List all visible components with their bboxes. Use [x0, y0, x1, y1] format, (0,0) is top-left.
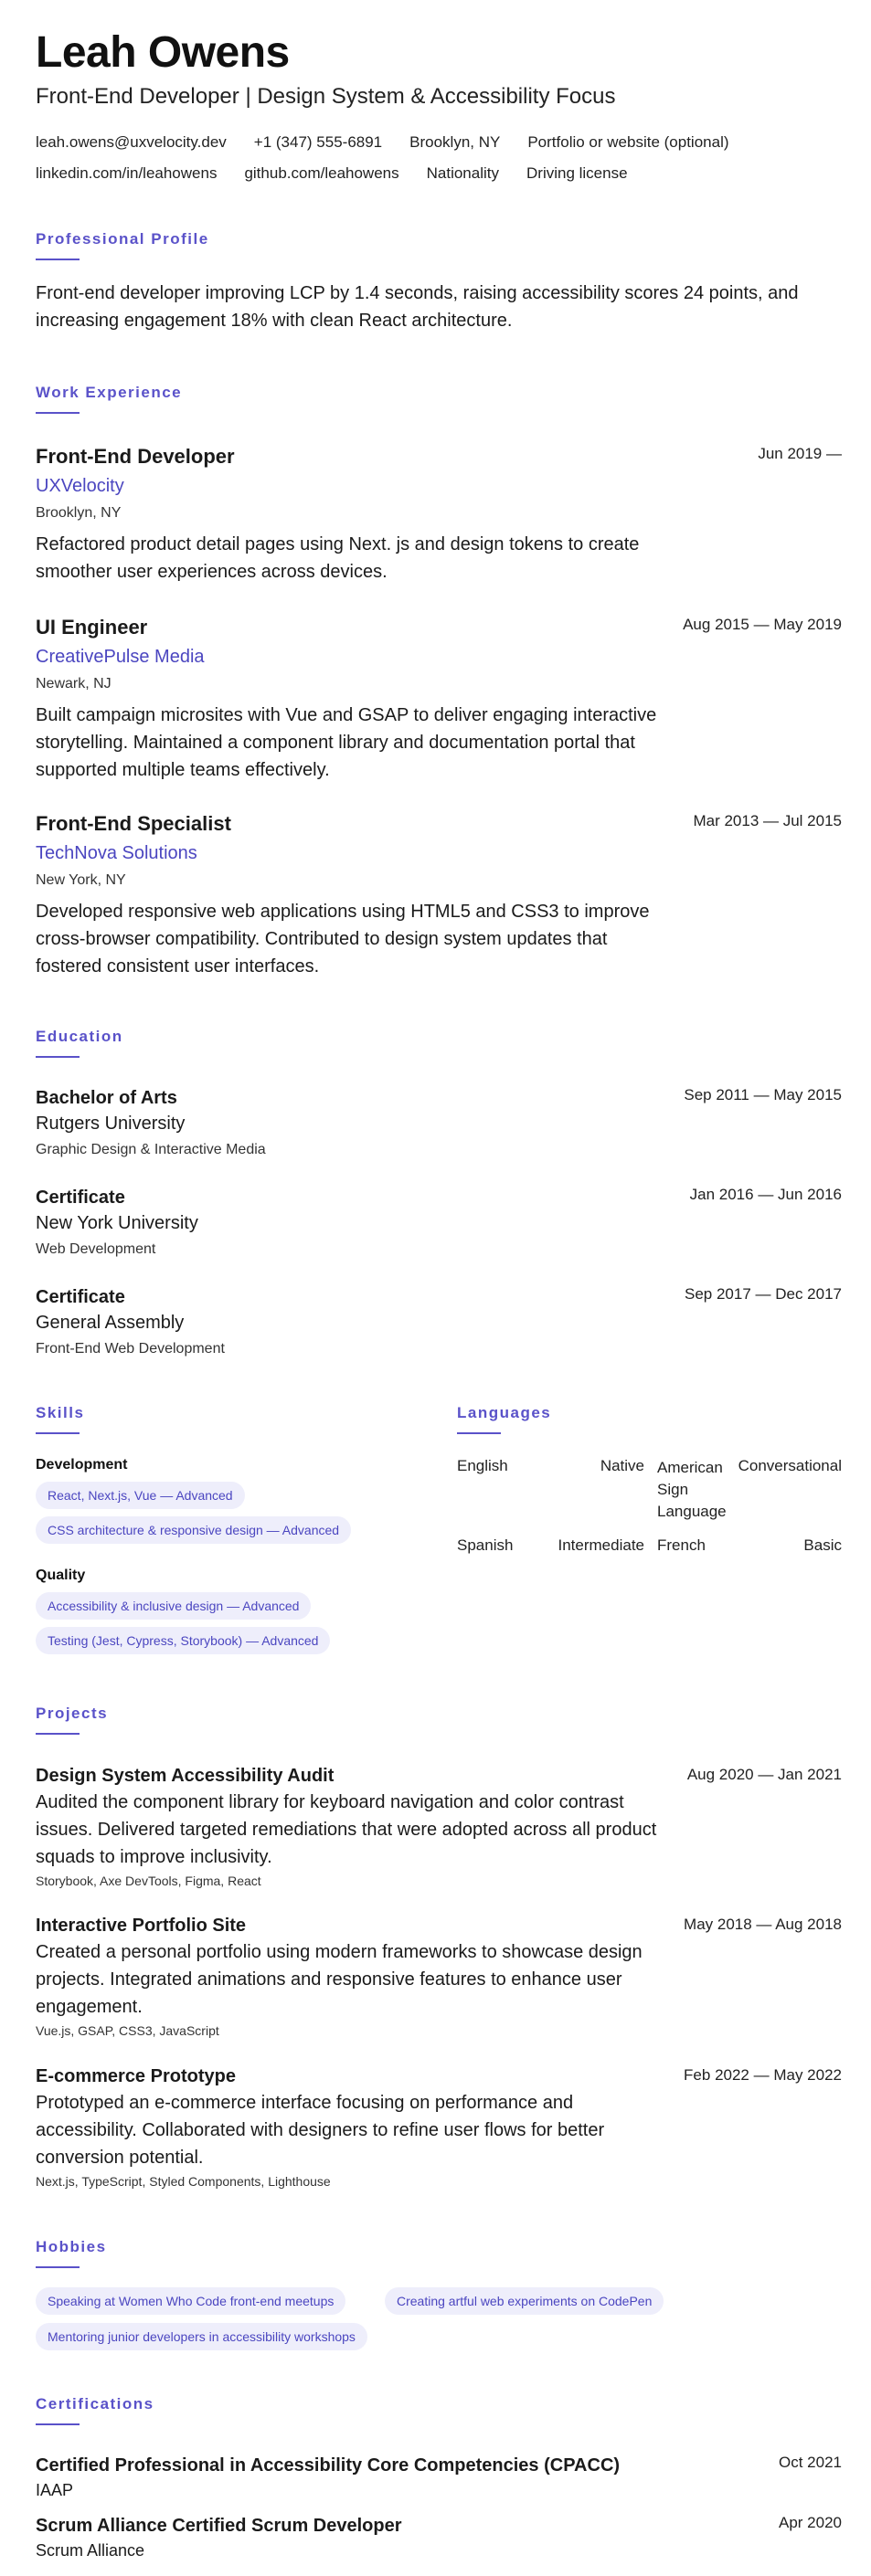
skill-group-name: Quality [36, 1568, 86, 1583]
job-role: Front-End Specialist [36, 812, 231, 835]
job-location: Newark, NJ [36, 676, 112, 692]
hobby-chip: Mentoring junior developers in accessibility workshops [36, 2323, 367, 2350]
certification-issuer: IAAP [36, 2481, 74, 2499]
hobby-chip: Speaking at Women Who Code front-end meetups [36, 2287, 345, 2315]
project-tech: Next.js, TypeScript, Styled Components, Lighthouse [36, 2174, 331, 2189]
portfolio-link[interactable]: Portfolio or website (optional) [527, 133, 729, 151]
section-rule [36, 2266, 80, 2268]
section-title-projects: Projects [36, 1705, 109, 1722]
school: General Assembly [36, 1313, 185, 1333]
section-rule [36, 259, 80, 260]
project-description: Prototyped an e-commerce interface focusing on performance and accessibility. Collaborated with designers to refine user flows for better conversion potential. [36, 2093, 605, 2168]
email-link[interactable]: leah.owens@uxvelocity.dev [36, 133, 227, 151]
job-dates: Aug 2015 — May 2019 [683, 616, 842, 633]
language-name: English [457, 1457, 508, 1474]
education-dates: Sep 2017 — Dec 2017 [684, 1285, 842, 1303]
project-tech: Vue.js, GSAP, CSS3, JavaScript [36, 2023, 219, 2038]
job-description: Built campaign microsites with Vue and GSAP to deliver engaging interactive storytelling. Maintained a component library and documentation portal that supported multiple teams effectively. [36, 705, 657, 780]
certification-date: Apr 2020 [779, 2514, 842, 2531]
job-dates: Jun 2019 — [758, 445, 842, 462]
project-tech: Storybook, Axe DevTools, Figma, React [36, 1874, 261, 1888]
section-title-languages: Languages [457, 1404, 552, 1421]
job-description: Refactored product detail pages using Next. js and design tokens to create smoother user experiences across devices. [36, 534, 640, 582]
skill-chip: CSS architecture & responsive design — Advanced [36, 1516, 351, 1544]
education-dates: Sep 2011 — May 2015 [684, 1086, 842, 1103]
location: Brooklyn, NY [409, 133, 501, 151]
skill-chip: Testing (Jest, Cypress, Storybook) — Advanced [36, 1627, 330, 1654]
hobby-chip: Creating artful web experiments on CodePen [385, 2287, 664, 2315]
section-title-skills: Skills [36, 1404, 85, 1421]
candidate-name: Leah Owens [36, 28, 290, 77]
job-location: New York, NY [36, 872, 126, 888]
job-location: Brooklyn, NY [36, 505, 122, 521]
project-name: E-commerce Prototype [36, 2066, 236, 2086]
job-company: UXVelocity [36, 476, 124, 496]
field-of-study: Front-End Web Development [36, 1341, 225, 1357]
language-level: Basic [803, 1536, 842, 1554]
certification-date: Oct 2021 [779, 2454, 842, 2471]
job-description: Developed responsive web applications using HTML5 and CSS3 to improve cross-browser compatibility. Contributed to design system updates that fostered consistent user interfaces. [36, 902, 650, 977]
section-rule [457, 1432, 501, 1434]
section-rule [36, 1432, 80, 1434]
project-dates: May 2018 — Aug 2018 [684, 1916, 842, 1933]
certification-name: Certified Professional in Accessibility Core Competencies (CPACC) [36, 2455, 621, 2476]
project-dates: Feb 2022 — May 2022 [684, 2066, 842, 2084]
degree: Bachelor of Arts [36, 1088, 177, 1108]
section-rule [36, 2423, 80, 2425]
headline: Front-End Developer | Design System & Accessibility Focus [36, 84, 616, 109]
field-of-study: Web Development [36, 1241, 156, 1257]
school: New York University [36, 1213, 198, 1233]
education-dates: Jan 2016 — Jun 2016 [689, 1186, 842, 1203]
language-level: Conversational [738, 1457, 842, 1474]
project-description: Created a personal portfolio using modern frameworks to showcase design projects. Integrated animations and responsive features to enhance user engagement. [36, 1942, 643, 2017]
job-company: TechNova Solutions [36, 843, 197, 863]
language-level: Intermediate [558, 1536, 644, 1554]
field-of-study: Graphic Design & Interactive Media [36, 1142, 266, 1157]
project-name: Interactive Portfolio Site [36, 1916, 247, 1936]
section-title-hobbies: Hobbies [36, 2238, 107, 2255]
language-level: Native [600, 1457, 644, 1474]
language-name: French [657, 1536, 706, 1554]
section-rule [36, 412, 80, 414]
section-title-education: Education [36, 1028, 123, 1045]
linkedin-link[interactable]: linkedin.com/in/leahowens [36, 164, 218, 182]
school: Rutgers University [36, 1114, 186, 1134]
job-role: Front-End Developer [36, 445, 235, 468]
section-title-certifications: Certifications [36, 2395, 154, 2412]
project-description: Audited the component library for keyboard navigation and color contrast issues. Delivered targeted remediations that were adopted across all product squads to improve inclusivity. [36, 1792, 657, 1867]
job-company: CreativePulse Media [36, 647, 205, 667]
skill-group-name: Development [36, 1457, 128, 1473]
skill-chip: React, Next.js, Vue — Advanced [36, 1482, 245, 1509]
section-title-experience: Work Experience [36, 384, 183, 401]
section-rule [36, 1056, 80, 1058]
section-rule [36, 1733, 80, 1735]
contact-row-2 [36, 164, 655, 183]
degree: Certificate [36, 1188, 125, 1208]
section-title-profile: Professional Profile [36, 230, 209, 248]
contact-row-1 [36, 133, 757, 152]
certification-name: Scrum Alliance Certified Scrum Developer [36, 2516, 402, 2536]
driving-license: Driving license [526, 164, 628, 182]
job-role: UI Engineer [36, 616, 148, 639]
language-name: Spanish [457, 1536, 514, 1554]
project-dates: Aug 2020 — Jan 2021 [686, 1766, 842, 1783]
profile-summary: Front-end developer improving LCP by 1.4 seconds, raising accessibility scores 24 points, and increasing engagement 18% with clean React architecture. [36, 283, 799, 331]
certification-issuer: Scrum Alliance [36, 2541, 145, 2560]
job-dates: Mar 2013 — Jul 2015 [693, 812, 842, 829]
language-name: American Sign Language [657, 1459, 727, 1520]
project-name: Design System Accessibility Audit [36, 1766, 335, 1786]
github-link[interactable]: github.com/leahowens [244, 164, 399, 182]
degree: Certificate [36, 1287, 125, 1307]
nationality: Nationality [426, 164, 499, 182]
skill-chip: Accessibility & inclusive design — Advanced [36, 1592, 311, 1620]
phone[interactable]: +1 (347) 555-6891 [253, 133, 383, 151]
